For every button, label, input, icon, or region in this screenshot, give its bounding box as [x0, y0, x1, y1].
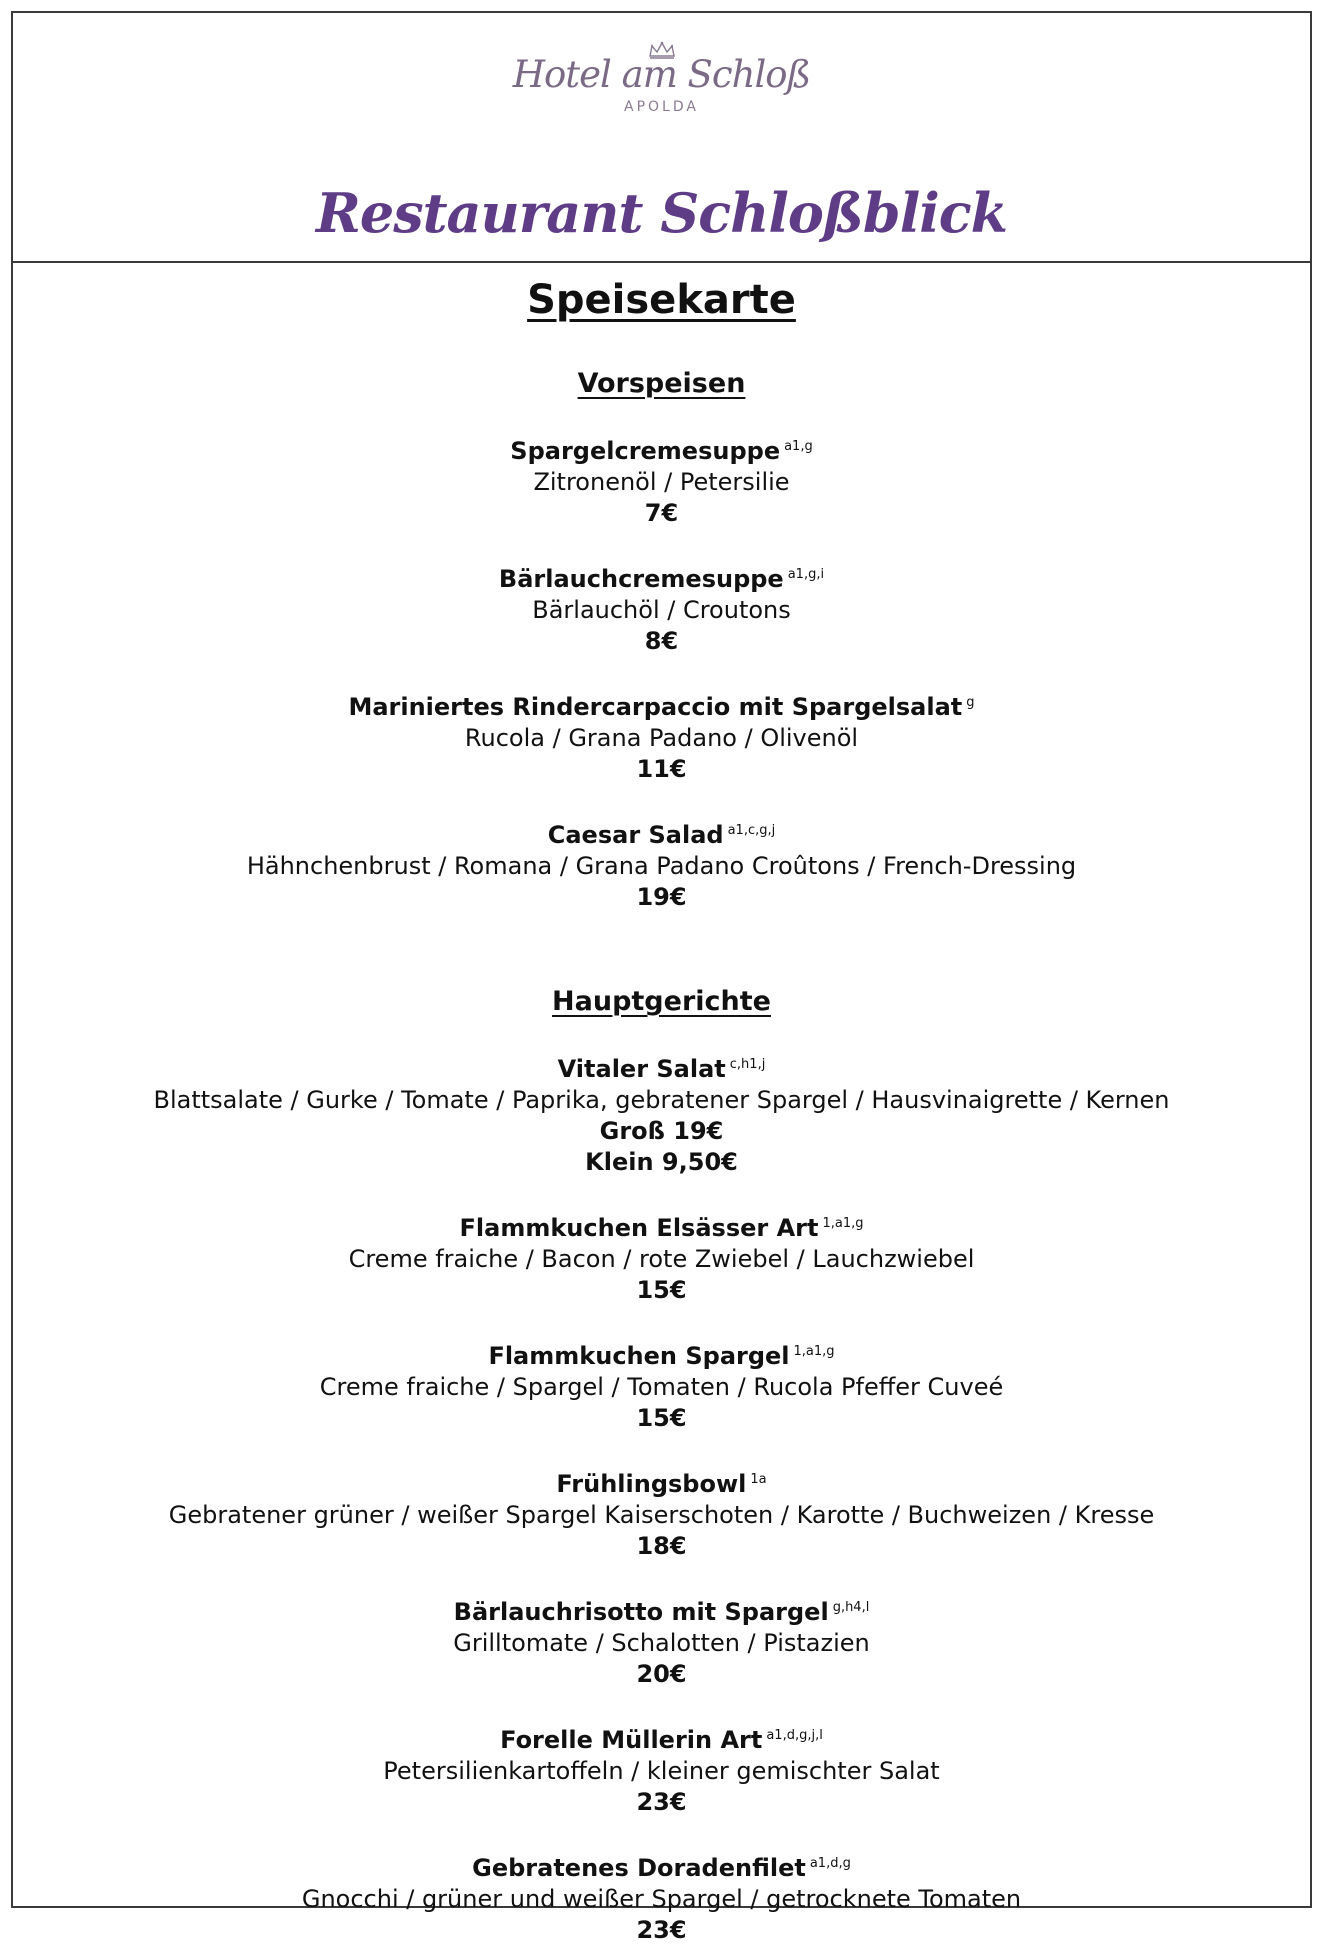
- dish-name: Bärlauchrisotto mit Spargel: [453, 1598, 829, 1626]
- dish-name: Vitaler Salat: [557, 1055, 726, 1083]
- dish-name-line: [13, 815, 1310, 851]
- restaurant-name: Restaurant Schloßblick: [315, 181, 1008, 245]
- dish-price: Klein 9,50€: [585, 1148, 738, 1176]
- menu-item: [13, 687, 1310, 785]
- dish-name: Forelle Müllerin Art: [500, 1726, 763, 1754]
- allergen-codes: a1,d,g: [809, 1856, 851, 1871]
- dish-name: Flammkuchen Elsässer Art: [459, 1214, 819, 1242]
- dish-name-line: [13, 1336, 1310, 1372]
- menu-header: [13, 13, 1310, 263]
- dish-name: Bärlauchcremesuppe: [498, 565, 784, 593]
- section-title: Hauptgerichte: [552, 986, 771, 1017]
- menu-item: [13, 1720, 1310, 1818]
- dish-name-line: [13, 1720, 1310, 1756]
- menu-item: [13, 1336, 1310, 1434]
- dish-description: Hähnchenbrust / Romana / Grana Padano Croûtons / French-Dressing: [246, 852, 1077, 880]
- dish-price: 19€: [636, 883, 687, 911]
- menu-sections: [13, 367, 1310, 1946]
- dish-price: Groß 19€: [599, 1117, 724, 1145]
- allergen-codes: c,h1,j: [729, 1057, 766, 1072]
- menu-section: [13, 985, 1310, 1946]
- logo-wordmark: Hotel am Schloß: [512, 53, 811, 96]
- dish-description: Grilltomate / Schalotten / Pistazien: [453, 1629, 870, 1657]
- dish-price: 7€: [644, 499, 679, 527]
- menu-section: [13, 367, 1310, 913]
- dish-description: Petersilienkartoffeln / kleiner gemischter Salat: [383, 1757, 940, 1785]
- dish-price: 23€: [636, 1788, 687, 1816]
- menu-item: [13, 1208, 1310, 1306]
- dish-name-line: [13, 687, 1310, 723]
- hotel-logo: [13, 41, 1310, 115]
- dish-price: 20€: [636, 1660, 687, 1688]
- dish-name: Frühlingsbowl: [556, 1470, 747, 1498]
- allergen-codes: a1,g,i: [787, 567, 825, 582]
- dish-description: Gebratener grüner / weißer Spargel Kaiserschoten / Karotte / Buchweizen / Kresse: [168, 1501, 1155, 1529]
- dish-name: Spargelcremesuppe: [510, 437, 781, 465]
- allergen-codes: 1,a1,g: [793, 1344, 835, 1359]
- dish-price: 15€: [636, 1404, 687, 1432]
- dish-name-line: [13, 431, 1310, 467]
- menu-item: [13, 1592, 1310, 1690]
- menu-item: [13, 1848, 1310, 1946]
- dish-name-line: [13, 1049, 1310, 1085]
- dish-price: 11€: [636, 755, 687, 783]
- dish-price: 18€: [636, 1532, 687, 1560]
- menu-item: [13, 815, 1310, 913]
- dish-description: Blattsalate / Gurke / Tomate / Paprika, gebratener Spargel / Hausvinaigrette / Kernen: [153, 1086, 1170, 1114]
- logo-city: APOLDA: [624, 99, 699, 115]
- dish-description: Creme fraiche / Bacon / rote Zwiebel / Lauchzwiebel: [348, 1245, 975, 1273]
- dish-name-line: [13, 1208, 1310, 1244]
- dish-name-line: [13, 1592, 1310, 1628]
- allergen-codes: 1a: [750, 1472, 767, 1487]
- menu-content: [13, 275, 1310, 1946]
- dish-name: Gebratenes Doradenfilet: [472, 1854, 806, 1882]
- allergen-codes: g: [966, 695, 975, 710]
- menu-frame: [11, 11, 1312, 1944]
- dish-name-line: [13, 559, 1310, 595]
- allergen-codes: a1,d,g,j,l: [766, 1728, 823, 1743]
- menu-item: [13, 431, 1310, 529]
- dish-name-line: [13, 1848, 1310, 1884]
- dish-name: Mariniertes Rindercarpaccio mit Spargelsalat: [348, 693, 963, 721]
- dish-price: 8€: [644, 627, 679, 655]
- dish-price: 15€: [636, 1276, 687, 1304]
- page-title: Speisekarte: [527, 277, 796, 323]
- dish-price: 23€: [636, 1916, 687, 1944]
- section-title: Vorspeisen: [577, 368, 746, 399]
- menu-item: [13, 559, 1310, 657]
- dish-description: Bärlauchöl / Croutons: [532, 596, 791, 624]
- dish-name: Flammkuchen Spargel: [488, 1342, 790, 1370]
- menu-item: [13, 1049, 1310, 1178]
- dish-description: Gnocchi / grüner und weißer Spargel / getrocknete Tomaten: [301, 1885, 1022, 1913]
- allergen-codes: g,h4,l: [832, 1600, 870, 1615]
- dish-name: Caesar Salad: [547, 821, 724, 849]
- dish-name-line: [13, 1464, 1310, 1500]
- dish-description: Rucola / Grana Padano / Olivenöl: [464, 724, 859, 752]
- allergen-codes: a1,g: [784, 439, 813, 454]
- dish-description: Zitronenöl / Petersilie: [533, 468, 790, 496]
- allergen-codes: 1,a1,g: [822, 1216, 864, 1231]
- menu-item: [13, 1464, 1310, 1562]
- dish-description: Creme fraiche / Spargel / Tomaten / Rucola Pfeffer Cuveé: [319, 1373, 1004, 1401]
- allergen-codes: a1,c,g,j: [727, 823, 776, 838]
